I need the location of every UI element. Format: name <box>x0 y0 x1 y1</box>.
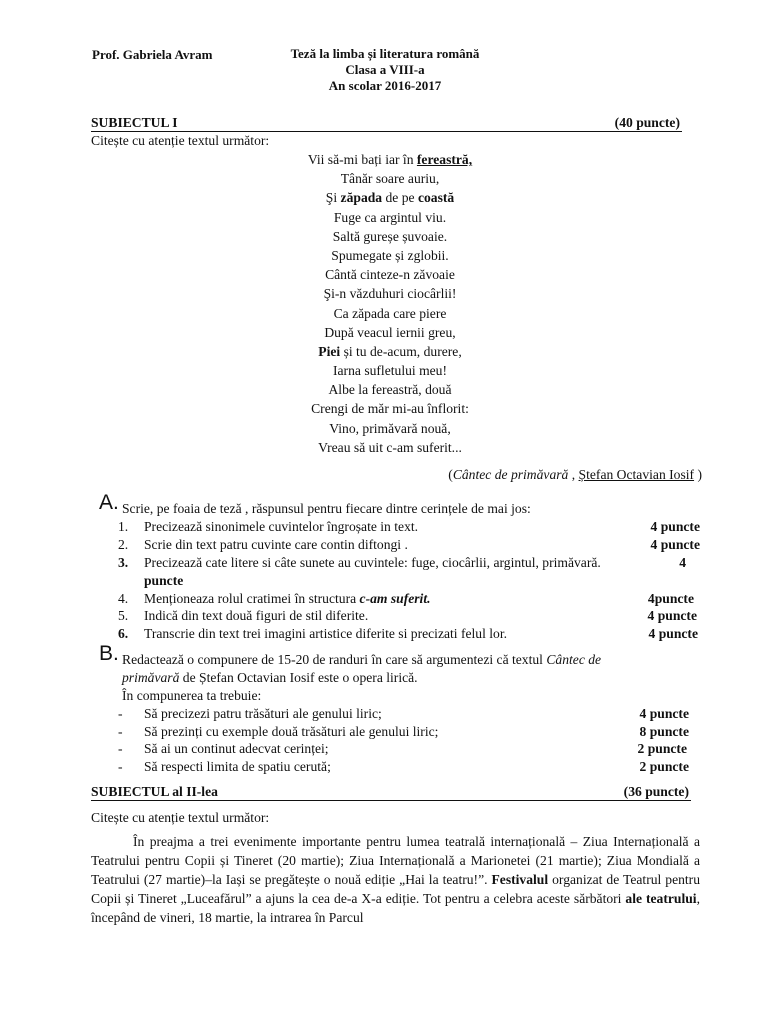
subject-1-heading <box>91 114 682 132</box>
task-item: 4. Menționeaza rolul cratimei în structura c-am suferit. 4puncte <box>118 591 694 606</box>
author-name: Prof. Gabriela Avram <box>92 47 213 62</box>
subject-1-points: (40 puncte) <box>614 115 680 130</box>
requirement-item: - Să ai un continut adecvat cerinței; 2 puncte <box>118 741 687 756</box>
poem-line: Vino, primăvară nouă, <box>329 420 451 436</box>
poem-line: Vii să-mi bați iar în fereastră, <box>307 152 473 167</box>
task-points: 4puncte <box>647 591 694 606</box>
part-a-intro: Scrie, pe foaia de teză , răspunsul pentru fiecare dintre cerințele de mai jos: <box>122 501 531 516</box>
poem-line: Spumegate și zglobii. <box>331 247 449 263</box>
bold-word: coastă <box>417 190 455 206</box>
task-item: 6. Transcrie din text trei imagini artistice diferite si precizati felul lor. 4 puncte <box>118 626 698 641</box>
subject-2-points: (36 puncte) <box>623 784 689 799</box>
part-b-sub: În compunerea ta trebuie: <box>122 688 262 703</box>
bold-word: ale teatrului <box>625 891 697 906</box>
poem-line: După veacul iernii greu, <box>324 324 456 340</box>
requirement-item: - Să respecti limita de spatiu cerută; 2 puncte <box>118 759 689 774</box>
poem-line: Piei și tu de-acum, durere, <box>318 343 462 359</box>
subject-2-title: SUBIECTUL al II-lea <box>91 784 218 799</box>
part-b-letter: B. <box>99 642 119 665</box>
prose-paragraph: În preajma a trei evenimente importante pentru lumea teatrală internațională – Ziua Internațională a Teatrului pentru Copii și Tineret (20 martie); Ziua Internațională a Marionetei (21 martie); Ziua Mondială a Teatrului (27 martie)–la Iași se pregătește o nouă ediție „Hai la teatru!”. Festivalul organizat de Teatrul pentru Copii și Tineret „Luceafărul” a ajuns la cea de-a X-a ediție. Tot pentru a celebra aceste sărbători ale teatrului, începând de vineri, 18 martie, la intrarea în Parcul <box>91 834 701 925</box>
school-year: An scolar 2016-2017 <box>328 78 442 93</box>
requirement-points: 2 puncte <box>639 759 689 774</box>
poem-line: Saltă gureșe șuvoaie. <box>332 228 448 244</box>
bold-word: Piei <box>318 343 341 359</box>
document-title: Teză la limba și literatura română <box>290 46 480 61</box>
poem-line: Tânăr soare auriu, <box>340 171 440 187</box>
poem-line: Şi zăpada de pe coastă <box>325 190 455 206</box>
poem-title: Cântec de primăvară <box>452 467 569 482</box>
task-points: 4 puncte <box>647 608 697 623</box>
document-header <box>240 46 530 94</box>
task-item: 2. Scrie din text patru cuvinte care contin diftongi . 4 puncte <box>118 537 700 552</box>
bold-word: zăpada <box>340 190 383 206</box>
poem-author: Ștefan Octavian Iosif <box>578 467 695 482</box>
poem-line: Cântă cinteze-n zăvoaie <box>325 267 455 283</box>
requirement-points: 4 puncte <box>639 706 689 721</box>
subject-2-instruction: Citește cu atenție textul următor: <box>91 810 270 825</box>
grade-label: Clasa a VIII-a <box>345 62 425 77</box>
poem-line: Iarna sufletului meu! <box>333 363 447 379</box>
bold-word: Festivalul <box>491 872 549 887</box>
poem-line: Albe la fereastră, două <box>328 382 452 398</box>
task-points: 4 <box>679 555 686 570</box>
poem-line: Vreau să uit c-am suferit... <box>318 439 462 455</box>
part-b-intro-cont: primăvară de Ștefan Octavian Iosif este o opera lirică. <box>122 670 418 685</box>
subject-2-heading <box>91 783 691 801</box>
task-points: 4 puncte <box>650 519 700 534</box>
requirement-points: 8 puncte <box>639 724 689 739</box>
task-points: 4 puncte <box>650 537 700 552</box>
poem-line: Şi-n văzduhuri ciocârlii! <box>323 286 457 302</box>
subject-1-instruction: Citește cu atenție textul următor: <box>91 133 270 148</box>
requirement-points: 2 puncte <box>637 741 687 756</box>
task-item: 3. Precizează cate litere si câte sunete au cuvintele: fuge, ciocârlii, argintul, primăvară. 4 <box>118 555 686 570</box>
poem <box>200 150 580 457</box>
bold-word: fereastră, <box>416 152 473 167</box>
part-b-intro: Redactează o compunere de 15-20 de randuri în care să argumentezi că textul Cântec de <box>122 652 602 667</box>
task-item: 1. Precizează sinonimele cuvintelor îngroșate in text. 4 puncte <box>118 519 700 534</box>
task-points-continued: puncte <box>144 573 184 588</box>
part-a-letter: A. <box>99 491 119 514</box>
poem-line: Ca zăpada care piere <box>333 305 447 321</box>
task-points: 4 puncte <box>648 626 698 641</box>
requirement-item: - Să precizezi patru trăsături ale genului liric; 4 puncte <box>118 706 689 721</box>
poem-line: Crengi de măr mi-au înflorit: <box>311 401 469 417</box>
poem-source: (Cântec de primăvară , Ștefan Octavian Iosif ) <box>448 467 702 482</box>
task-item: 5. Indică din text două figuri de stil diferite. 4 puncte <box>118 608 697 623</box>
poem-line: Fuge ca argintul viu. <box>333 209 447 225</box>
subject-1-title: SUBIECTUL I <box>91 115 178 130</box>
requirement-item: - Să prezinți cu exemple două trăsături ale genului liric; 8 puncte <box>118 724 689 739</box>
